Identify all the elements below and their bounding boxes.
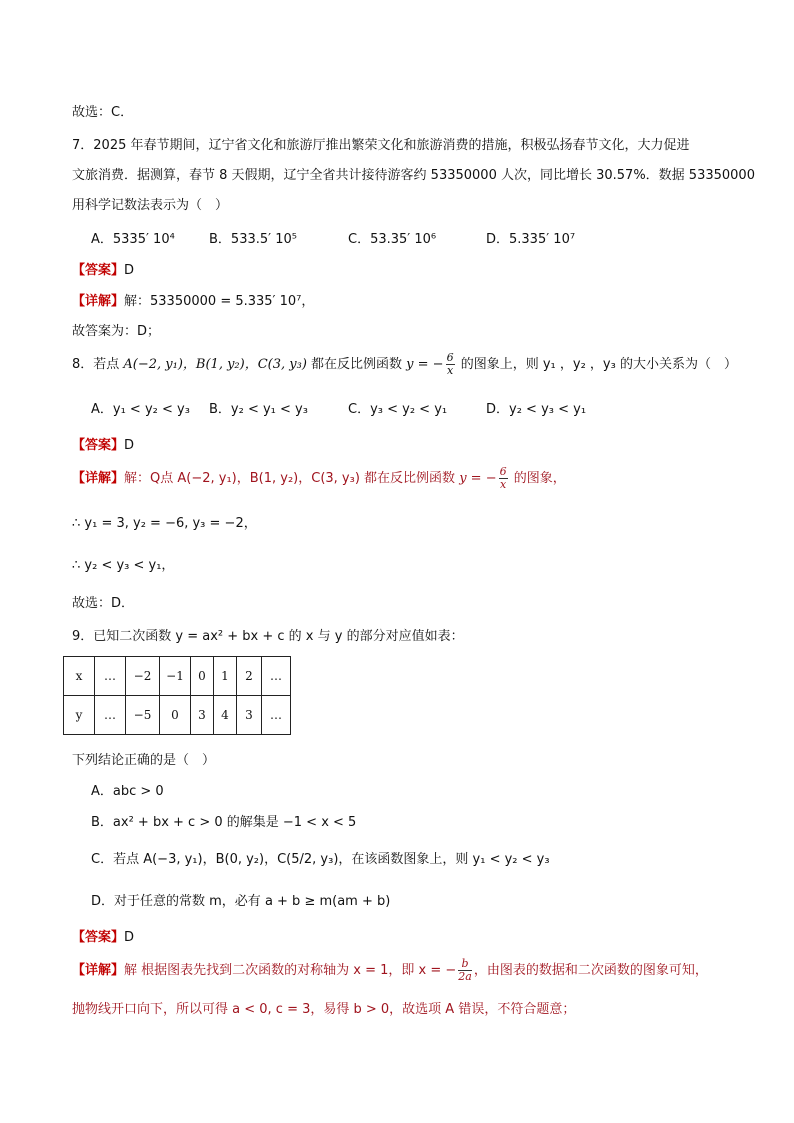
q8-option-a: A．y₁ < y₂ < y₃ [91,402,190,417]
q7-answer [72,259,134,278]
q7-stem-line1: 7．2025 年春节期间，辽宁省文化和旅游厅推出繁荣文化和旅游消费的措施，积极弘扬春节文化，大力促进 [72,138,690,153]
q7-option-b: B．533.5′ 10⁵ [209,232,297,247]
q7-stem-line2: 文旅消费．据测算，春节 8 天假期，辽宁全省共计接待游客约 53350000 人次，同比增长 30.57%．数据 53350000 [72,168,755,183]
q8-detail [72,466,566,492]
detail-text: 解：53350000 = 5.335′ 10⁷， [124,294,315,309]
detail-fraction [458,958,472,983]
answer-tag: 【答案】 [72,438,125,453]
q7-stem-line3: 用科学记数法表示为（ ） [72,198,229,213]
fraction-numerator: 6 [446,351,454,364]
table-cell: 0 [160,696,191,735]
q8-stem-mid: 都在反比例函数 [306,357,407,372]
table-cell: −1 [160,657,191,696]
table-cell: … [95,696,126,735]
table-cell: … [262,657,291,696]
value-table [63,656,291,735]
q8-option-d: D．y₂ < y₃ < y₁ [486,402,587,417]
q8-option-b: B．y₂ < y₁ < y₃ [209,402,308,417]
detail-tag: 【详解】 [72,294,125,309]
q8-stem [72,352,737,378]
answer-value: D [124,930,135,945]
q9-question: 下列结论正确的是（ ） [72,753,216,768]
q8-stem-suffix: 的图象上，则 y₁ ，y₂ ，y₃ 的大小关系为（ ） [456,357,737,372]
answer-value: D [124,438,135,453]
table-cell: −5 [126,696,160,735]
table-cell: 3 [191,696,214,735]
answer-value: D [124,263,135,278]
q8-step-1: ∴ y₁ = 3, y₂ = −6, y₃ = −2， [72,516,257,531]
q9-option-d: D．对于任意的常数 m，必有 a + b ≥ m(am + b) [91,894,391,909]
fraction-numerator: 6 [499,465,507,478]
q8-step-2: ∴ y₂ < y₃ < y₁， [72,558,175,573]
q7-option-c: C．53.35′ 10⁶ [348,232,437,247]
q8-stem-prefix: 8．若点 [72,357,124,372]
detail-tag: 【详解】 [72,471,125,486]
q9-option-b: B．ax² + bx + c > 0 的解集是 −1 < x < 5 [91,815,357,830]
q9-detail-line1 [72,958,708,984]
detail-text: 解：Q点 A(−2, y₁)，B(1, y₂)，C(3, y₃) 都在反比例函数 [124,471,460,486]
table-cell: −2 [126,657,160,696]
q9-stem: 9．已知二次函数 y = ax² + bx + c 的 x 与 y 的部分对应值如表： [72,629,464,644]
detail-text: 解 根据图表先找到二次函数的对称轴为 x = 1，即 x = − [124,963,457,978]
detail-fraction [499,466,508,491]
table-cell: 3 [237,696,262,735]
table-cell: … [95,657,126,696]
q9-option-a: A．abc > 0 [91,784,164,799]
fraction-numerator: b [458,958,472,971]
fraction-denominator: x [446,364,454,377]
detail-function: y = − [459,471,497,486]
previous-conclusion: 故选：C． [72,105,134,120]
q9-answer [72,926,134,945]
q8-fraction [446,352,455,377]
fraction-denominator: 2a [458,970,472,983]
detail-suffix: ，由图表的数据和二次函数的图象可知， [473,963,708,978]
answer-tag: 【答案】 [72,263,125,278]
q7-option-d: D．5.335′ 10⁷ [486,232,576,247]
table-cell: 1 [214,657,237,696]
table-cell: 0 [191,657,214,696]
q7-conclusion: 故答案为：D； [72,324,161,339]
q9-option-c: C．若点 A(−3, y₁)，B(0, y₂)，C(5/2, y₃)，在该函数图象上，则 y₁ < y₂ < y₃ [91,852,550,867]
table-row-x [64,657,291,696]
q8-answer [72,434,134,453]
table-cell: 4 [214,696,237,735]
q8-option-c: C．y₃ < y₂ < y₁ [348,402,448,417]
q7-detail [72,290,314,309]
table-cell: 2 [237,657,262,696]
table-cell: x [64,657,95,696]
q8-points: A(−2, y₁)，B(1, y₂)，C(3, y₃) [123,357,307,372]
q9-detail-line2: 抛物线开口向下，所以可得 a < 0, c = 3，易得 b > 0，故选项 A 错误，不符合题意； [72,1002,576,1017]
q8-conclusion: 故选：D． [72,596,135,611]
fraction-denominator: x [499,478,507,491]
table-cell: … [262,696,291,735]
detail-suffix: 的图象， [509,471,566,486]
q7-option-a: A．5335′ 10⁴ [91,232,175,247]
q8-function: y = − [406,357,444,372]
answer-tag: 【答案】 [72,930,125,945]
table-row-y [64,696,291,735]
table-cell: y [64,696,95,735]
detail-tag: 【详解】 [72,963,125,978]
